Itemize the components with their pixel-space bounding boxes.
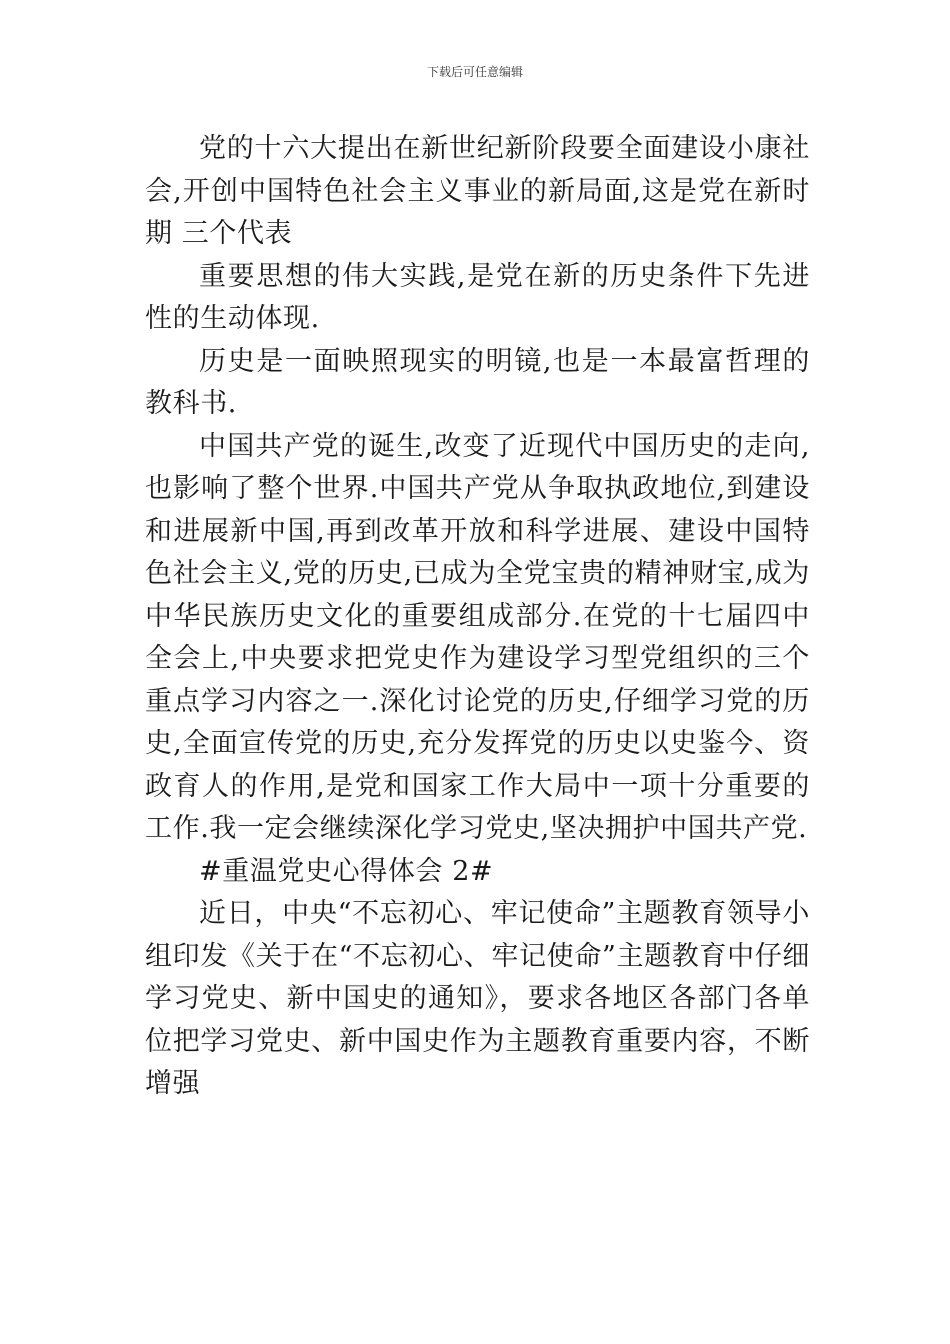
document-body xyxy=(145,128,810,1106)
paragraph-2: 重要思想的伟大实践,是党在新的历史条件下先进性的生动体现. xyxy=(145,260,810,334)
section-heading: #重温党史心得体会 2# xyxy=(199,855,494,887)
page-header: 下载后可任意编辑 xyxy=(426,65,523,79)
paragraph-5: 近日，中央“不忘初心、牢记使命”主题教育领导小组印发《关于在“不忘初心、牢记使命”主题教育中仔细学习党史、新中国史的通知》，要求各地区各部门各单位把学习党史、新中国史作为主题教育重要内容，不断增强 xyxy=(145,898,810,1099)
paragraph-1: 党的十六大提出在新世纪新阶段要全面建设小康社会,开创中国特色社会主义事业的新局面,这是党在新时期 三个代表 xyxy=(145,133,810,249)
paragraph-3: 历史是一面映照现实的明镜,也是一本最富哲理的教科书. xyxy=(145,345,810,419)
paragraph-4: 中国共产党的诞生,改变了近现代中国历史的走向,也影响了整个世界.中国共产党从争取执政地位,到建设和进展新中国,再到改革开放和科学进展、建设中国特色社会主义,党的历史,已成为全党宝贵的精神财宝,成为中华民族历史文化的重要组成部分.在党的十七届四中全会上,中央要求把党史作为建设学习型党组织的三个重点学习内容之一.深化讨论党的历史,仔细学习党的历史,全面宣传党的历史,充分发挥党的历史以史鉴今、资政育人的作用,是党和国家工作大局中一项十分重要的工作.我一定会继续深化学习党史,坚决拥护中国共产党. xyxy=(145,430,810,844)
